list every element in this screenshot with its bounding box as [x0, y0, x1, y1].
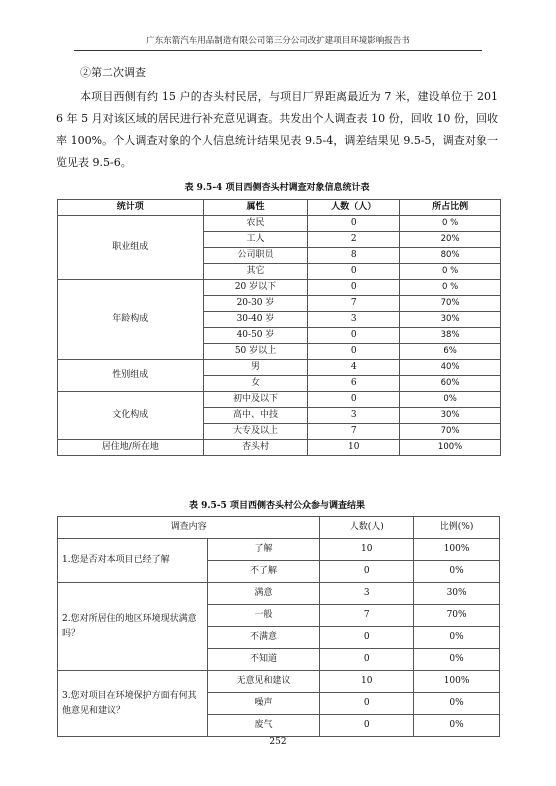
column-header: 所占比例 — [400, 200, 501, 216]
column-header: 调查内容 — [58, 517, 320, 539]
attribute-cell: 40-50 岁 — [203, 328, 308, 344]
group-label: 文化构成 — [58, 392, 204, 440]
ratio-cell: 100% — [414, 539, 500, 561]
count-cell: 10 — [320, 671, 414, 693]
table-row — [58, 440, 501, 456]
attribute-cell: 高中、中技 — [203, 408, 308, 424]
ratio-cell: 20% — [400, 232, 501, 248]
ratio-cell: 70% — [400, 296, 501, 312]
count-cell: 7 — [308, 296, 400, 312]
attribute-cell: 满意 — [207, 583, 320, 605]
ratio-cell: 0 % — [400, 264, 501, 280]
attribute-cell: 50 岁以上 — [203, 344, 308, 360]
attribute-cell: 了解 — [207, 539, 320, 561]
attribute-cell: 公司职员 — [203, 248, 308, 264]
attribute-cell: 无意见和建议 — [207, 671, 320, 693]
count-cell: 3 — [308, 408, 400, 424]
attribute-cell: 废气 — [207, 715, 320, 737]
survey-result-table — [57, 516, 500, 737]
page-header: 广东东箭汽车用品制造有限公司第三分公司改扩建项目环境影响报告书 — [74, 34, 482, 51]
attribute-cell: 杏头村 — [203, 440, 308, 456]
column-header: 人数(人) — [320, 517, 414, 539]
ratio-cell: 0 % — [400, 280, 501, 296]
count-cell: 6 — [308, 376, 400, 392]
count-cell: 0 — [308, 328, 400, 344]
attribute-cell: 不知道 — [207, 649, 320, 671]
count-cell: 7 — [308, 424, 400, 440]
attribute-cell: 工人 — [203, 232, 308, 248]
ratio-cell: 0% — [414, 649, 500, 671]
count-cell: 0 — [308, 392, 400, 408]
ratio-cell: 0% — [400, 392, 501, 408]
table-row — [58, 583, 500, 605]
column-header: 统计项 — [58, 200, 204, 216]
count-cell: 0 — [320, 693, 414, 715]
count-cell: 0 — [320, 715, 414, 737]
table-row — [58, 216, 501, 232]
column-header: 比例(%) — [414, 517, 500, 539]
attribute-cell: 30-40 岁 — [203, 312, 308, 328]
page-number: 252 — [269, 737, 287, 747]
attribute-cell: 其它 — [203, 264, 308, 280]
ratio-cell: 100% — [400, 440, 501, 456]
attribute-cell: 一般 — [207, 605, 320, 627]
ratio-cell: 6% — [400, 344, 501, 360]
group-label: 2.您对所居住的地区环境现状满意吗？ — [58, 583, 208, 671]
ratio-cell: 70% — [414, 605, 500, 627]
attribute-cell: 农民 — [203, 216, 308, 232]
count-cell: 10 — [320, 539, 414, 561]
table-row — [58, 392, 501, 408]
count-cell: 8 — [308, 248, 400, 264]
attribute-cell: 女 — [203, 376, 308, 392]
count-cell: 0 — [308, 216, 400, 232]
column-header: 人数（人） — [308, 200, 400, 216]
ratio-cell: 100% — [414, 671, 500, 693]
group-label: 职业组成 — [58, 216, 204, 280]
ratio-cell: 0% — [414, 561, 500, 583]
table-row — [58, 360, 501, 376]
attribute-cell: 20-30 岁 — [203, 296, 308, 312]
count-cell: 0 — [308, 264, 400, 280]
count-cell: 3 — [308, 312, 400, 328]
attribute-cell: 初中及以下 — [203, 392, 308, 408]
table2-caption: 表 9.5-5 项目西侧杏头村公众参与调查结果 — [189, 501, 365, 511]
count-cell: 0 — [308, 280, 400, 296]
section-title: ②第二次调查 — [80, 66, 146, 79]
ratio-cell: 0% — [414, 715, 500, 737]
body-paragraph: 本项目西侧有约 15 户的杏头村民居，与项目厂界距离最近为 7 米，建设单位于 2016 年 5 月对该区域的居民进行补充意见调查。共发出个人调查表 10 份，回收 10 份，回收率 100%。个人调查对象的个人信息统计结果见表 9.5-4，调差结果见 9.5-5，调查对象一览见表 9.5-6。 — [56, 90, 498, 169]
count-cell: 0 — [320, 561, 414, 583]
ratio-cell: 40% — [400, 360, 501, 376]
column-header: 属性 — [203, 200, 308, 216]
attribute-cell: 20 岁以下 — [203, 280, 308, 296]
count-cell: 3 — [320, 583, 414, 605]
attribute-cell: 不了解 — [207, 561, 320, 583]
ratio-cell: 70% — [400, 424, 501, 440]
ratio-cell: 30% — [414, 583, 500, 605]
ratio-cell: 0% — [414, 627, 500, 649]
ratio-cell: 0 % — [400, 216, 501, 232]
group-label: 1.您是否对本项目已经了解 — [58, 539, 208, 583]
group-label: 居住地/所在地 — [58, 440, 204, 456]
group-label: 年龄构成 — [58, 280, 204, 360]
count-cell: 7 — [320, 605, 414, 627]
attribute-cell: 不满意 — [207, 627, 320, 649]
group-label: 性别组成 — [58, 360, 204, 392]
ratio-cell: 38% — [400, 328, 501, 344]
respondent-info-table — [57, 199, 501, 456]
ratio-cell: 60% — [400, 376, 501, 392]
ratio-cell: 0% — [414, 693, 500, 715]
count-cell: 4 — [308, 360, 400, 376]
ratio-cell: 30% — [400, 408, 501, 424]
count-cell: 0 — [320, 627, 414, 649]
table-row — [58, 671, 500, 693]
count-cell: 0 — [308, 344, 400, 360]
count-cell: 2 — [308, 232, 400, 248]
attribute-cell: 噪声 — [207, 693, 320, 715]
group-label: 3.您对项目在环境保护方面有何其他意见和建议？ — [58, 671, 208, 737]
table-row — [58, 280, 501, 296]
ratio-cell: 30% — [400, 312, 501, 328]
table-row — [58, 539, 500, 561]
table1-caption: 表 9.5-4 项目西侧杏头村调查对象信息统计表 — [184, 183, 370, 193]
attribute-cell: 大专及以上 — [203, 424, 308, 440]
count-cell: 10 — [308, 440, 400, 456]
ratio-cell: 80% — [400, 248, 501, 264]
attribute-cell: 男 — [203, 360, 308, 376]
count-cell: 0 — [320, 649, 414, 671]
